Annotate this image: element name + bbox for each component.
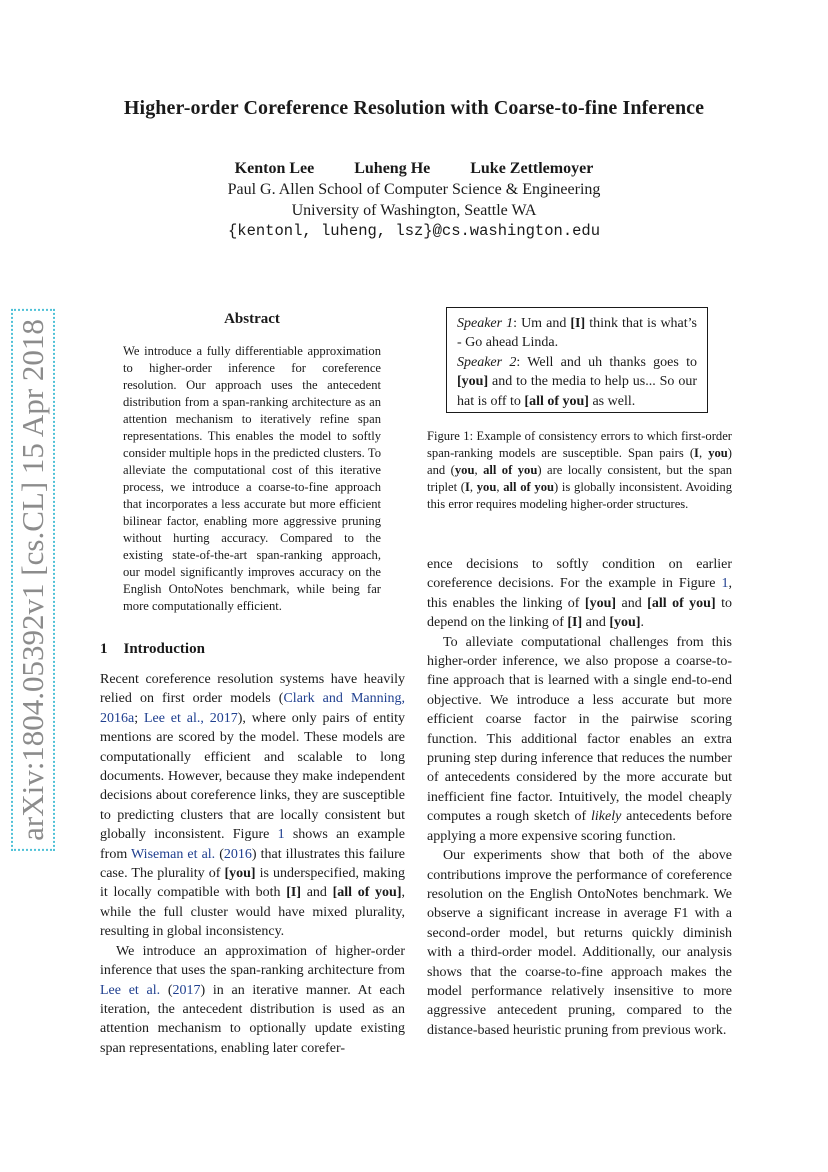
text-run: : Um and: [513, 316, 571, 331]
arxiv-stamp: [10, 319, 56, 841]
bold-mention: all of you: [483, 463, 538, 477]
abstract-heading: Abstract: [224, 311, 280, 327]
citation-year-link[interactable]: 2016: [223, 846, 252, 862]
text-run: and: [582, 615, 610, 631]
section-number: 1: [100, 641, 108, 657]
text-run: ) that illustrates this failure case. The plurality of: [100, 846, 405, 882]
text-run: ) in an iterative manner. At each iteration, the antecedent distribution is used as an attention mechanism to optionally update existing span representations, enabling later corefer-: [100, 982, 406, 1056]
author-name: Kenton Lee: [234, 160, 315, 177]
figure-ref-link[interactable]: 1: [721, 576, 729, 592]
author-university: University of Washington, Seattle WA: [291, 202, 537, 219]
speaker-label: Speaker 2: [457, 354, 517, 370]
text-run: and: [301, 885, 333, 901]
text-run: as well.: [588, 393, 636, 409]
bold-mention: [all of you]: [524, 393, 589, 409]
text-run: ) is globally inconsistent. Avoiding this error requires modeling higher-order structures.: [427, 480, 732, 511]
author-email: {kentonl, luheng, lsz}@cs.washington.edu: [227, 222, 601, 240]
text-run: ), where only pairs of entity mentions are scored by the model. These models are computationally efficient and scalable to long documents. However, because they make independent decisions about coreference links, they are susceptible to predicting clusters that are locally consistent but globally inconsistent. Figure: [100, 710, 406, 843]
bold-mention: I: [464, 480, 470, 494]
figure-1-caption: [427, 428, 732, 513]
text-run: ence decisions to softly condition on earlier coreference decisions. For the example in Figure: [427, 557, 732, 592]
figure-ref-link[interactable]: 1: [277, 827, 285, 843]
text-run: ) and (: [427, 446, 732, 477]
text-run: shows an example from: [100, 827, 405, 862]
text-run: To alleviate computational challenges from this higher-order inference, we also propose a coarse-to-fine approach that is learned with a single end-to-end objective. We introduce a less accurate but more efficient coarse factor in the pairwise scoring function. This additional factor enables an extra pruning step during inference that reduces the number of antecedents considered by the more accurate but inefficient fine factor. Intuitively, the model cheaply computes a rough sketch of: [427, 634, 732, 825]
text-run: , while the full cluster would have mixed plurality, resulting in global inconsistency.: [100, 885, 405, 940]
paragraph: [100, 670, 405, 942]
author-affiliation: Paul G. Allen School of Computer Science & Engineering: [227, 181, 601, 198]
text-run: ,: [496, 480, 504, 494]
author-names: [0, 158, 828, 179]
text-run: is underspecified, making it locally compatible with both: [100, 866, 405, 901]
bold-mention: [all of you]: [647, 595, 716, 611]
text-run: (: [160, 982, 173, 998]
citation-year-link[interactable]: 2017: [172, 982, 201, 998]
text-run: and to the media to help us... So our hat is off to: [457, 374, 697, 409]
citation-link[interactable]: Wiseman et al.: [131, 846, 216, 862]
author-block: [0, 158, 828, 242]
right-column-body: [427, 555, 732, 1040]
speaker-line: [457, 353, 697, 411]
bold-mention: [I]: [567, 615, 583, 631]
paragraph: [427, 555, 732, 633]
bold-mention: [I]: [570, 316, 586, 331]
figure-1-example-box: [446, 307, 708, 413]
arxiv-stamp-text: arXiv:1804.05392v1 [cs.CL] 15 Apr 2018: [11, 309, 55, 851]
text-run: think that is what’s - Go ahead Linda.: [457, 316, 697, 351]
text-run: ) are locally consistent, but the span triplet (: [427, 463, 733, 494]
text-run: , this enables the linking of: [427, 576, 732, 611]
bold-mention: [I]: [286, 885, 302, 901]
bold-mention: you: [708, 446, 728, 460]
bold-mention: [you]: [584, 595, 617, 611]
bold-mention: all of you: [503, 480, 555, 494]
bold-mention: I: [694, 446, 699, 460]
text-run: We introduce an approximation of higher-order inference that uses the span-ranking architecture from: [100, 943, 405, 979]
bold-mention: [you]: [224, 866, 256, 882]
author-name: Luheng He: [354, 160, 431, 177]
citation-link[interactable]: Lee et al.: [100, 982, 161, 998]
text-run: (: [215, 846, 224, 862]
paragraph: Our experiments show that both of the above contributions improve the performance of coreference resolution on the English OntoNotes benchmark. We observe a significant increase in average F1 with a second-order model, but returns quickly diminish with a third-order model. Additionally, our analysis shows that the coarse-to-fine approach makes the model performance relatively insensitive to more aggressive antecedent pruning, compared to the distance-based heuristic pruning from previous work.: [427, 848, 732, 1038]
text-run: and: [616, 595, 648, 611]
text-run: Figure 1: Example of consistency errors to which first-order span-ranking models are susceptible. Span pairs (: [427, 429, 732, 460]
text-run: ,: [469, 480, 477, 494]
text-run: ;: [134, 710, 144, 726]
emphasis: likely: [591, 809, 622, 825]
bold-mention: you: [476, 480, 497, 494]
speaker-label: Speaker 1: [457, 316, 514, 331]
text-run: : Well and uh thanks goes to: [516, 354, 697, 370]
left-column-body: [100, 670, 405, 1058]
paragraph: [100, 942, 405, 1058]
section-title: Introduction: [123, 641, 205, 657]
text-run: .: [640, 615, 644, 631]
section-heading-introduction: [100, 641, 205, 658]
speaker-line: [457, 314, 697, 353]
text-run: Recent coreference resolution systems have heavily relied on first order models (: [100, 672, 405, 707]
bold-mention: you: [454, 463, 475, 477]
citation-link[interactable]: Lee et al., 2017: [143, 710, 238, 726]
text-run: ,: [474, 463, 484, 477]
paragraph: [427, 633, 732, 846]
author-name: Luke Zettlemoyer: [470, 160, 594, 177]
paper-title: Higher-order Coreference Resolution with Coarse-to-fine Inference: [123, 97, 705, 119]
bold-mention: [you]: [609, 615, 641, 631]
text-run: antecedents before applying a more expensive scoring function.: [427, 809, 732, 844]
abstract-text: We introduce a fully differentiable approximation to higher-order inference for coreference resolution. Our approach uses the antecedent distribution from a span-ranking architecture as an attention mechanism to iteratively refine span representations. This enables the model to softly consider multiple hops in the predicted clusters. To alleviate the computational cost of this iterative process, we introduce a coarse-to-fine approach that incorporates a less accurate but more efficient bilinear factor, enabling more aggressive pruning without hurting accuracy. Compared to the existing state-of-the-art span-ranking approach, our model significantly improves accuracy on the English OntoNotes benchmark, while being far more computationally efficient.: [123, 344, 381, 613]
bold-mention: [all of you]: [332, 885, 402, 901]
text-run: to depend on the linking of: [427, 595, 732, 631]
text-run: ,: [698, 446, 709, 460]
bold-mention: [you]: [457, 374, 489, 390]
citation-link[interactable]: Clark and Manning, 2016a: [100, 691, 405, 726]
